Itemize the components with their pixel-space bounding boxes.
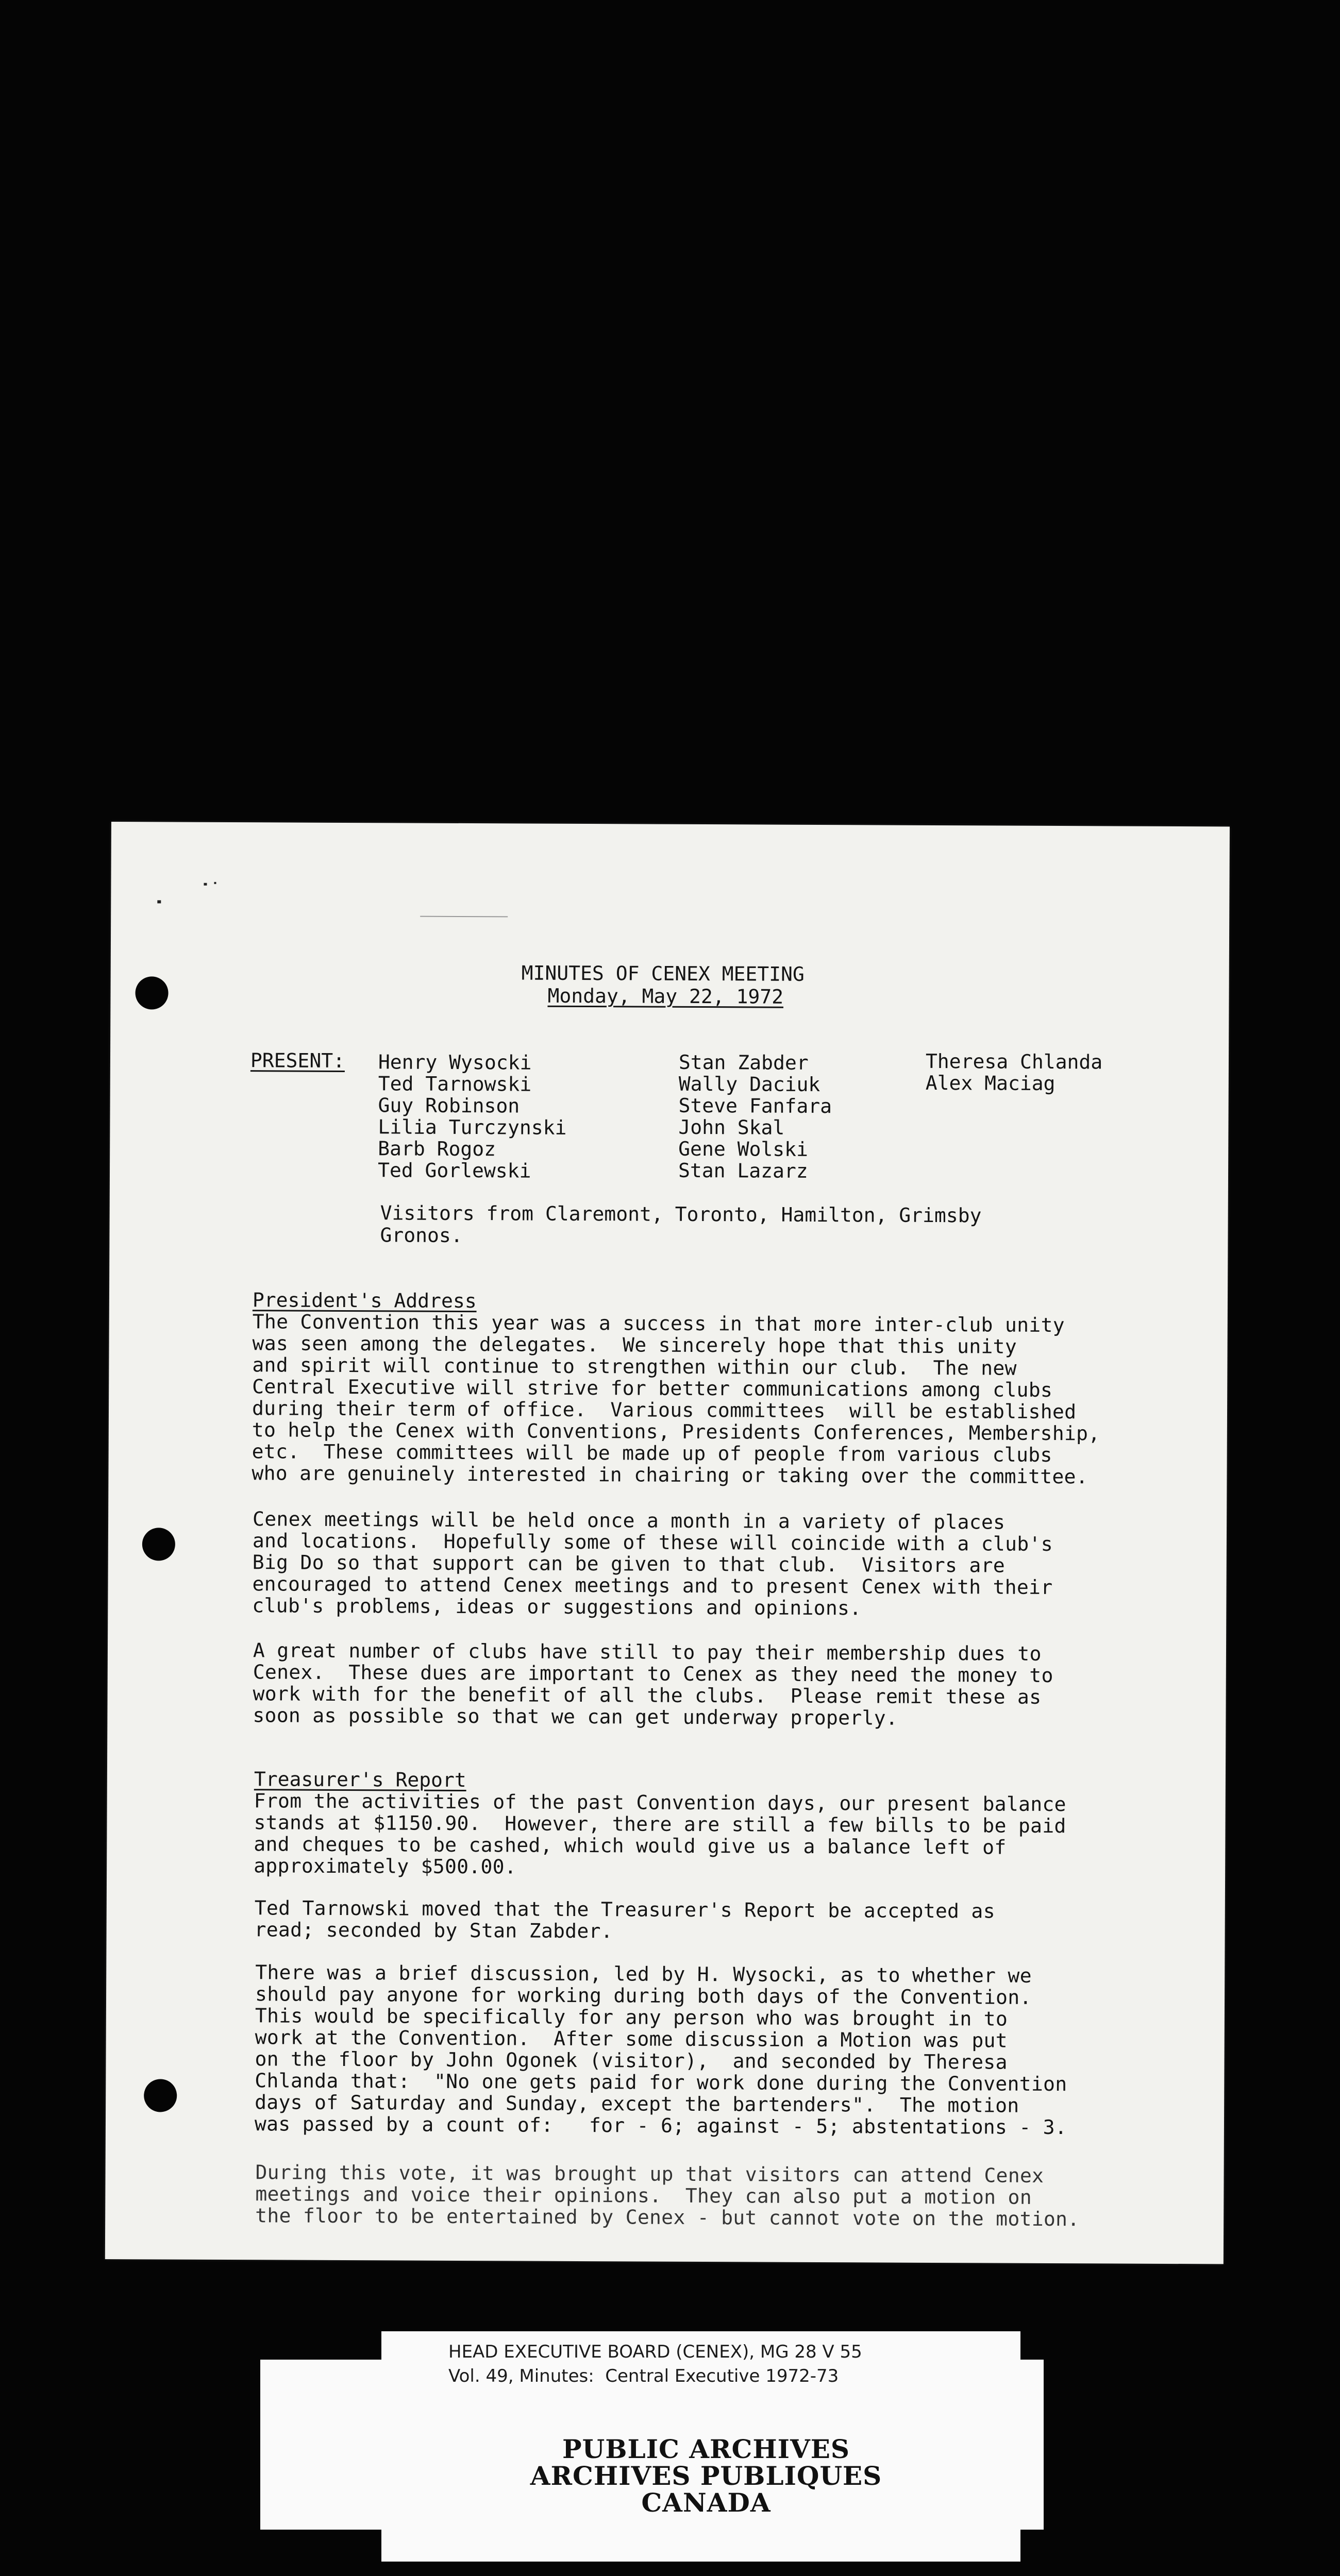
text-line: meetings and voice their opinions. They can also put a motion on (255, 2182, 1032, 2209)
stamp-line: ARCHIVES PUBLIQUES (530, 2461, 882, 2491)
text-line: work at the Convention. After some discussion a Motion was put (255, 2026, 1008, 2052)
document-date: Monday, May 22, 1972 (547, 984, 784, 1008)
stamp-line: CANADA (641, 2487, 771, 2518)
attendee-name: Guy Robinson (378, 1094, 520, 1117)
punch-hole-top (135, 976, 168, 1009)
attendee-name: Barb Rogoz (378, 1137, 496, 1161)
archives-stamp (464, 2436, 948, 2523)
attendee-name: Stan Lazarz (678, 1159, 808, 1182)
present-label: PRESENT: (250, 1049, 345, 1072)
attendee-name: Wally Daciuk (678, 1072, 820, 1096)
text-line: Cenex meetings will be held once a month in a variety of places (253, 1507, 1006, 1534)
text-line: was seen among the delegates. We sincerely hope that this unity (252, 1332, 1017, 1358)
stamp-line: PUBLIC ARCHIVES (562, 2434, 850, 2464)
text-line: was passed by a count of: for - 6; against - 5; abstentations - 3. (254, 2112, 1067, 2139)
attendee-name: Lilia Turczynski (378, 1115, 567, 1139)
attendee-name: Theresa Chlanda (925, 1049, 1103, 1074)
text-line: From the activities of the past Convention days, our present balance (254, 1789, 1066, 1816)
text-line: club's problems, ideas or suggestions and opinions. (252, 1594, 862, 1620)
punch-hole-bottom (144, 2079, 177, 2112)
attendee-name: Ted Tarnowski (378, 1072, 532, 1096)
text-line: work with for the benefit of all the clubs. Please remit these as (253, 1682, 1042, 1708)
text-line: who are genuinely interested in chairing or taking over the committee. (252, 1462, 1088, 1488)
attendee-name: Alex Maciag (925, 1071, 1056, 1095)
text-line: Chlanda that: "No one gets paid for work done during the Convention (255, 2069, 1067, 2096)
document-page (105, 822, 1230, 2264)
visitors-line: Visitors from Claremont, Toronto, Hamilton, Grimsby (380, 1201, 982, 1227)
text-line: on the floor by John Ogonek (visitor), and seconded by Theresa (255, 2047, 1008, 2074)
text-line: Cenex. These dues are important to Cenex as they need the money to (253, 1660, 1053, 1687)
text-line: to help the Cenex with Conventions, Presidents Conferences, Membership, (252, 1418, 1100, 1445)
attendee-name: John Skal (678, 1115, 785, 1139)
attendee-name: Steve Fanfara (678, 1094, 832, 1118)
scan-speck (420, 916, 508, 918)
attendee-name: Stan Zabder (678, 1050, 809, 1074)
text-line: and spirit will continue to strengthen within our club. The new (252, 1353, 1017, 1380)
text-line: the floor to be entertained by Cenex - but cannot vote on the motion. (255, 2204, 1080, 2231)
scan-speck (204, 883, 207, 886)
section-heading-treasurers-report: Treasurer's Report (254, 1768, 466, 1792)
text-line: soon as possible so that we can get underway properly. (253, 1704, 898, 1730)
text-line: During this vote, it was brought up that visitors can attend Cenex (255, 2161, 1044, 2187)
text-line: This would be specifically for any person who was brought in to (255, 2004, 1008, 2030)
text-line: days of Saturday and Sunday, except the bartenders". The motion (255, 2091, 1019, 2117)
archive-reference-line: Vol. 49, Minutes: Central Executive 1972-73 (448, 2366, 839, 2386)
text-line: The Convention this year was a success in that more inter-club unity (252, 1310, 1065, 1337)
text-line: There was a brief discussion, led by H. Wysocki, as to whether we (255, 1961, 1032, 1987)
text-line: etc. These committees will be made up of people from various clubs (252, 1440, 1052, 1466)
text-line: A great number of clubs have still to pay their membership dues to (253, 1639, 1042, 1665)
attendee-name: Henry Wysocki (378, 1050, 532, 1074)
section-heading-presidents-address: President's Address (252, 1289, 477, 1313)
scan-speck (157, 900, 161, 903)
punch-hole-middle (142, 1528, 175, 1561)
text-line: encouraged to attend Cenex meetings and to present Cenex with their (252, 1572, 1053, 1599)
text-line: approximately $500.00. (254, 1854, 517, 1878)
visitors-line: Gronos. (380, 1224, 463, 1247)
text-line: during their term of office. Various committees will be established (252, 1397, 1077, 1423)
archive-reference-line: HEAD EXECUTIVE BOARD (CENEX), MG 28 V 55 (448, 2342, 862, 2362)
text-line: read; seconded by Stan Zabder. (254, 1918, 613, 1943)
scan-speck (214, 882, 216, 884)
text-line: and locations. Hopefully some of these will coincide with a club's (252, 1529, 1053, 1555)
text-line: and cheques to be cashed, which would give us a balance left of (254, 1833, 1007, 1859)
text-line: Ted Tarnowski moved that the Treasurer's Report be accepted as (254, 1896, 995, 1923)
attendee-name: Ted Gorlewski (377, 1159, 531, 1182)
attendee-name: Gene Wolski (678, 1137, 809, 1161)
text-line: should pay anyone for working during both days of the Convention. (255, 1982, 1032, 2009)
document-title: MINUTES OF CENEX MEETING (521, 961, 805, 986)
text-line: stands at $1150.90. However, there are still a few bills to be paid (254, 1811, 1066, 1838)
text-line: Central Executive will strive for better communications among clubs (252, 1375, 1053, 1401)
text-line: Big Do so that support can be given to that club. Visitors are (252, 1551, 1006, 1577)
